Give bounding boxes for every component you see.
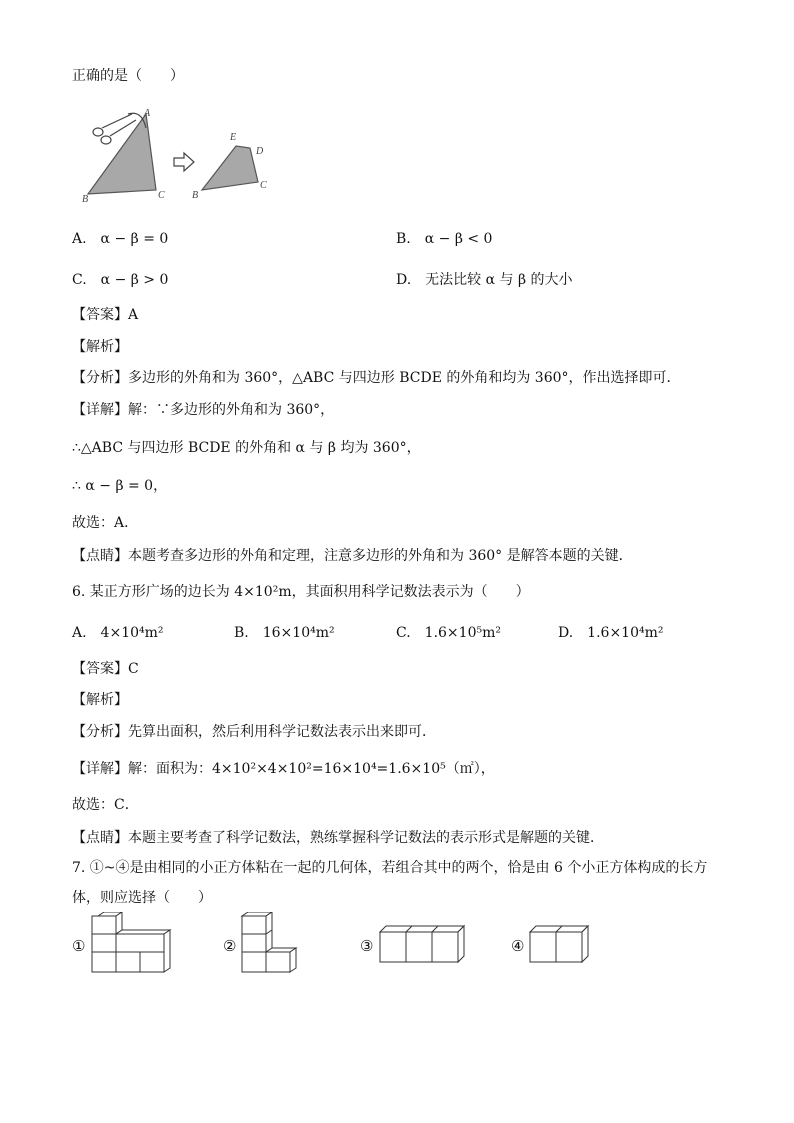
q5-xiangjie-3: ∴ α − β = 0，: [72, 478, 168, 494]
q5-dianjing-tag: 【点睛】: [72, 548, 128, 564]
q5-figure: [80, 106, 300, 206]
q5-xiangjie-4: 故选：A．: [72, 515, 139, 531]
q5-dianjing: 本题考查多边形的外角和定理，注意多边形的外角和为 360° 是解答本题的关键．: [128, 548, 633, 564]
q6-dianjing-line: [72, 828, 604, 848]
q6-xiangjie-2: 故选：C．: [72, 797, 139, 813]
q6-option-c: C. 1.6×10⁵m²: [396, 625, 501, 641]
q5-label-c: C: [158, 190, 165, 201]
q7-fig-4-label: ④: [511, 937, 525, 955]
q5-option-d: D. 无法比较 α 与 β 的大小: [396, 272, 573, 288]
q7-figure-1: [88, 912, 180, 974]
q5-label-c2: C: [260, 180, 267, 191]
q6-fenxi: 先算出面积，然后利用科学记数法表示出来即可．: [128, 724, 436, 740]
q6-answer-tag: 【答案】: [72, 661, 128, 677]
q7-fig-1-label: ①: [72, 937, 86, 955]
q6-option-a: A. 4×10⁴m²: [72, 625, 164, 641]
q5-fenxi: 多边形的外角和为 360°，△ABC 与四边形 BCDE 的外角和均为 360°，作出选择即可．: [128, 370, 681, 386]
q6-xiangjie-line: [72, 759, 495, 779]
q5-label-b: B: [82, 194, 89, 205]
q5-fenxi-line: [72, 368, 681, 388]
q7-figure-4: [528, 924, 592, 964]
q7-fig-2-label: ②: [223, 937, 237, 955]
quadrilateral-bcde: [202, 146, 258, 190]
q5-answer-line: [72, 305, 138, 325]
q7-stem-1: 7. ①~④是由相同的小正方体粘在一起的几何体，若组合其中的两个，恰是由 6 个小正方体构成的长方: [72, 860, 708, 876]
q5-xiangjie-2: ∴△ABC 与四边形 BCDE 的外角和 α 与 β 均为 360°，: [72, 440, 421, 456]
q5-option-a: A. α − β = 0: [72, 231, 169, 247]
q6-answer-line: [72, 659, 139, 679]
q5-xiangjie-line: [72, 400, 334, 420]
q7-stem-2: 体，则应选择（ ）: [72, 890, 212, 906]
q6-answer: C: [128, 661, 139, 677]
q5-label-e: E: [230, 132, 237, 143]
q5-xiangjie-tag: 【详解】: [72, 402, 128, 418]
q5-option-c: C. α − β > 0: [72, 272, 169, 288]
q5-option-b: B. α − β < 0: [396, 231, 493, 247]
q6-analysis-title: 【解析】: [72, 692, 128, 708]
q7-figure-3: [378, 924, 468, 964]
q5-dianjing-line: [72, 546, 633, 566]
q6-xiangjie-tag: 【详解】: [72, 761, 128, 777]
q6-option-b: B. 16×10⁴m²: [234, 625, 335, 641]
q5-label-a: A: [144, 108, 151, 119]
q5-answer: A: [128, 307, 139, 323]
q5-label-b2: B: [192, 190, 199, 201]
q6-xiangjie-1: 解：面积为：4×10²×4×10²=16×10⁴=1.6×10⁵（㎡），: [128, 761, 495, 777]
right-arrow-icon: [174, 153, 194, 171]
q7-fig-3-label: ③: [360, 937, 374, 955]
q6-fenxi-tag: 【分析】: [72, 724, 128, 740]
q6-option-d: D. 1.6×10⁴m²: [558, 625, 664, 641]
q7-figure-2: [238, 912, 308, 974]
q5-fenxi-tag: 【分析】: [72, 370, 128, 386]
q5-answer-tag: 【答案】: [72, 307, 128, 323]
q6-fenxi-line: [72, 722, 436, 742]
q5-label-d: D: [256, 146, 264, 157]
q5-xiangjie-1: 解：∵多边形的外角和为 360°，: [128, 402, 335, 418]
q6-dianjing-tag: 【点睛】: [72, 830, 128, 846]
q6-stem: 6. 某正方形广场的边长为 4×10²m，其面积用科学记数法表示为（ ）: [72, 584, 530, 600]
q5-stem-end: 正确的是（ ）: [72, 68, 184, 84]
q6-dianjing: 本题主要考查了科学记数法，熟练掌握科学记数法的表示形式是解题的关键．: [128, 830, 604, 846]
q5-analysis-title: 【解析】: [72, 339, 128, 355]
